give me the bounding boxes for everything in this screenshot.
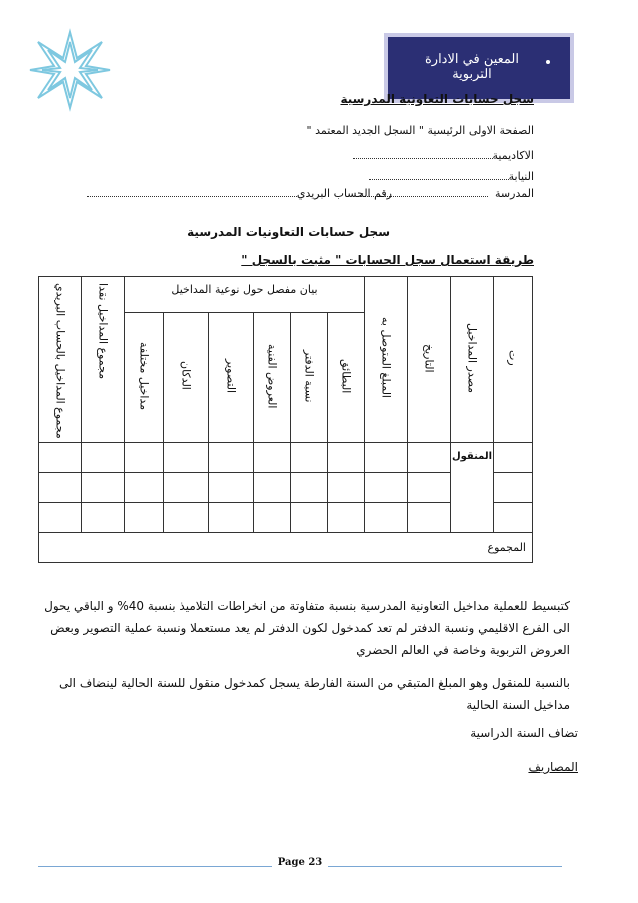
table-row xyxy=(39,442,533,472)
paragraph-explanation: كتبسيط للعملية مداخيل التعاونية المدرسية بنسبة متفاوتة من انخراطات التلاميذ بنسبة 40% و الباقي يحول الى الفرع الاقليمي ونسبة الدفتر لم تعد كمدخول لكون الدفتر لم يعد مستعملا ونسبة عملية التصوير وبعض العروض التربوية وخاصة في العالم الحضري xyxy=(44,599,570,657)
total-label: المجموع xyxy=(39,532,533,562)
field-school-label: المدرسة xyxy=(495,187,534,200)
subheader-shows: العروض الفنية xyxy=(254,313,291,443)
dotted-line xyxy=(353,148,493,159)
footer-divider-left xyxy=(38,866,272,867)
field-delegation-label: النيابة xyxy=(508,170,534,183)
header-amount: المبلغ المتوصل به xyxy=(365,277,408,443)
header-rt: رت xyxy=(494,277,533,443)
paragraph-school-year: تضاف السنة الدراسية xyxy=(470,726,578,740)
carried-cell: المنقول xyxy=(451,442,494,532)
header-postal-total: مجموع المداخيل بالحساب البريدي xyxy=(39,277,82,443)
subheader-photocopy: التصوير xyxy=(209,313,254,443)
section-title: سجل حسابات التعاونيات المدرسية xyxy=(187,225,390,239)
dotted-line xyxy=(369,169,509,180)
accounts-table xyxy=(38,276,533,563)
heading-expenses: المصاريف xyxy=(528,760,578,774)
header-source: مصدر المداخيل xyxy=(451,277,494,443)
field-delegation xyxy=(369,169,534,183)
paragraph-carried: بالنسبة للمنقول وهو المبلغ المتبقي من السنة الفارطة يسجل كمدخول منقول للسنة الحالية لينضاف الى مداخيل السنة الحالية xyxy=(59,676,570,712)
subheader-cards: البطائق xyxy=(328,313,365,443)
header-details-group: بيان مفصل حول نوعية المداخيل xyxy=(125,277,365,313)
header-date: التاريخ xyxy=(408,277,451,443)
doc-title: سجل حسابات التعاونية المدرسية xyxy=(340,92,534,106)
subheader-notebook: نسبة الدفتر xyxy=(291,313,328,443)
usage-title: طريقة استعمال سجل الحسابات " مثبت بالسجل " xyxy=(241,253,534,267)
dotted-line xyxy=(87,186,297,197)
field-academy xyxy=(353,148,534,162)
field-postal-account xyxy=(72,186,392,200)
banner-dot xyxy=(546,60,550,64)
subheader-shop: الدكان xyxy=(164,313,209,443)
star-logo-icon xyxy=(28,28,112,112)
footer-divider-right xyxy=(328,866,562,867)
banner-title: المعين في الادارة التربوية xyxy=(424,52,519,82)
subheader-misc: مداخيل مختلفة xyxy=(125,313,164,443)
total-row xyxy=(39,532,533,562)
doc-line-first-page: الصفحة الاولى الرئيسية " السجل الجديد المعتمد " xyxy=(306,124,534,137)
header-cash-total: مجموع المداخيل نقدا xyxy=(82,277,125,443)
page-number: Page 23 xyxy=(277,857,323,868)
field-postal-account-label: رقم الحساب البريدي xyxy=(296,187,392,200)
field-academy-label: الاكاديمية xyxy=(492,149,534,162)
